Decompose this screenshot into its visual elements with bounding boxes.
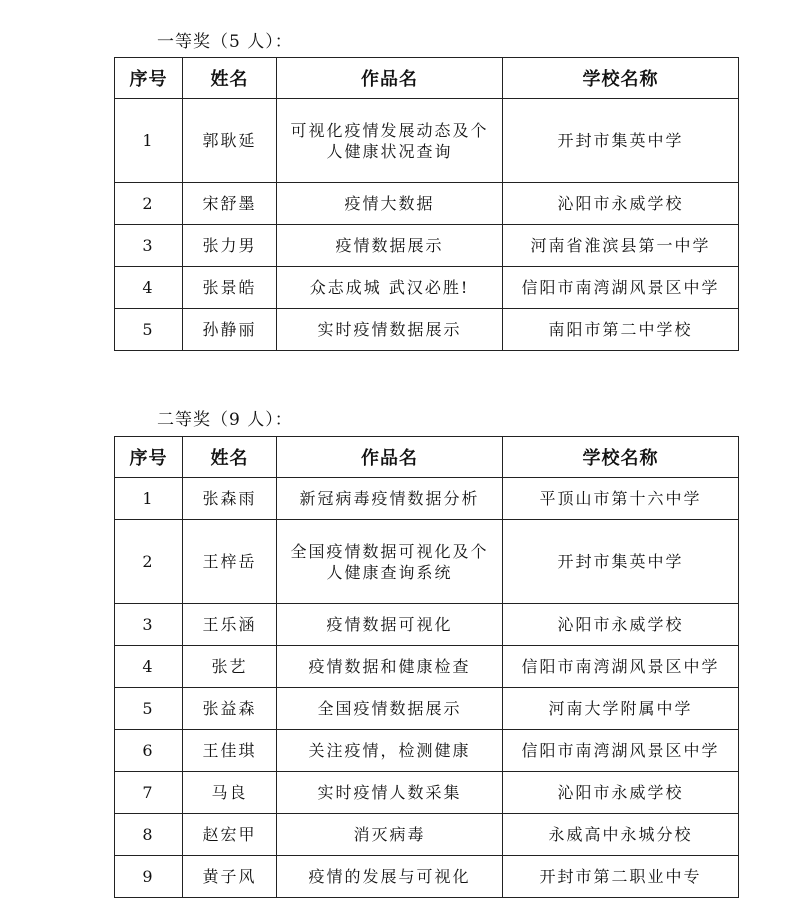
- cell-work: 关注疫情，检测健康: [277, 730, 503, 772]
- cell-seq: 3: [115, 604, 183, 646]
- cell-school: 信阳市南湾湖风景区中学: [503, 730, 739, 772]
- header-work: 作品名: [277, 437, 503, 478]
- cell-seq: 2: [115, 520, 183, 604]
- header-school: 学校名称: [503, 437, 739, 478]
- cell-work: 疫情数据和健康检查: [277, 646, 503, 688]
- first-prize-table: [114, 57, 739, 351]
- cell-school: 沁阳市永威学校: [503, 183, 739, 225]
- cell-work: 消灭病毒: [277, 814, 503, 856]
- cell-name: 黄子风: [183, 856, 277, 898]
- cell-name: 宋舒墨: [183, 183, 277, 225]
- cell-school: 河南大学附属中学: [503, 688, 739, 730]
- cell-seq: 7: [115, 772, 183, 814]
- cell-name: 郭耿延: [183, 99, 277, 183]
- cell-school: 沁阳市永威学校: [503, 772, 739, 814]
- table-row: [115, 183, 739, 225]
- table-row: [115, 604, 739, 646]
- cell-name: 张力男: [183, 225, 277, 267]
- cell-work: 众志成城 武汉必胜!: [277, 267, 503, 309]
- cell-work: 全国疫情数据展示: [277, 688, 503, 730]
- table-row: [115, 730, 739, 772]
- cell-seq: 6: [115, 730, 183, 772]
- table-row: [115, 856, 739, 898]
- cell-seq: 1: [115, 478, 183, 520]
- cell-seq: 9: [115, 856, 183, 898]
- table-row: [115, 520, 739, 604]
- header-school: 学校名称: [503, 58, 739, 99]
- cell-name: 张景皓: [183, 267, 277, 309]
- header-seq: 序号: [115, 58, 183, 99]
- table-row: [115, 309, 739, 351]
- cell-name: 王佳琪: [183, 730, 277, 772]
- cell-work: 实时疫情人数采集: [277, 772, 503, 814]
- cell-name: 王梓岳: [183, 520, 277, 604]
- table-row: [115, 688, 739, 730]
- cell-seq: 2: [115, 183, 183, 225]
- cell-name: 张益森: [183, 688, 277, 730]
- table-row: [115, 772, 739, 814]
- first-prize-title: 一等奖（5 人）：: [157, 32, 293, 52]
- cell-school: 开封市集英中学: [503, 99, 739, 183]
- cell-work: [277, 99, 503, 183]
- header-name: 姓名: [183, 58, 277, 99]
- header-seq: 序号: [115, 437, 183, 478]
- cell-work: [277, 520, 503, 604]
- table-row: [115, 267, 739, 309]
- header-name: 姓名: [183, 437, 277, 478]
- cell-work: 疫情的发展与可视化: [277, 856, 503, 898]
- cell-name: 王乐涵: [183, 604, 277, 646]
- cell-seq: 1: [115, 99, 183, 183]
- cell-seq: 8: [115, 814, 183, 856]
- cell-work: 疫情数据展示: [277, 225, 503, 267]
- cell-seq: 4: [115, 267, 183, 309]
- cell-seq: 5: [115, 688, 183, 730]
- cell-school: 南阳市第二中学校: [503, 309, 739, 351]
- work-text: 可视化疫情发展动态及个人健康状况查询: [290, 120, 489, 161]
- table-header-row: [115, 58, 739, 99]
- cell-name: 张森雨: [183, 478, 277, 520]
- cell-name: 张艺: [183, 646, 277, 688]
- second-prize-table: [114, 436, 739, 898]
- cell-school: 信阳市南湾湖风景区中学: [503, 646, 739, 688]
- cell-seq: 5: [115, 309, 183, 351]
- cell-school: 平顶山市第十六中学: [503, 478, 739, 520]
- cell-name: 赵宏甲: [183, 814, 277, 856]
- table-row: [115, 225, 739, 267]
- cell-name: 孙静丽: [183, 309, 277, 351]
- table-row: [115, 814, 739, 856]
- cell-school: 永威高中永城分校: [503, 814, 739, 856]
- cell-school: 河南省淮滨县第一中学: [503, 225, 739, 267]
- table-row: [115, 646, 739, 688]
- table-row: [115, 99, 739, 183]
- second-prize-title: 二等奖（9 人）：: [157, 410, 293, 430]
- cell-work: 新冠病毒疫情数据分析: [277, 478, 503, 520]
- cell-school: 开封市集英中学: [503, 520, 739, 604]
- cell-school: 沁阳市永威学校: [503, 604, 739, 646]
- cell-seq: 3: [115, 225, 183, 267]
- cell-school: 开封市第二职业中专: [503, 856, 739, 898]
- cell-work: 疫情数据可视化: [277, 604, 503, 646]
- cell-work: 实时疫情数据展示: [277, 309, 503, 351]
- cell-name: 马良: [183, 772, 277, 814]
- cell-school: 信阳市南湾湖风景区中学: [503, 267, 739, 309]
- table-row: [115, 478, 739, 520]
- cell-work: 疫情大数据: [277, 183, 503, 225]
- header-work: 作品名: [277, 58, 503, 99]
- table-header-row: [115, 437, 739, 478]
- work-text: 全国疫情数据可视化及个人健康查询系统: [290, 541, 489, 582]
- cell-seq: 4: [115, 646, 183, 688]
